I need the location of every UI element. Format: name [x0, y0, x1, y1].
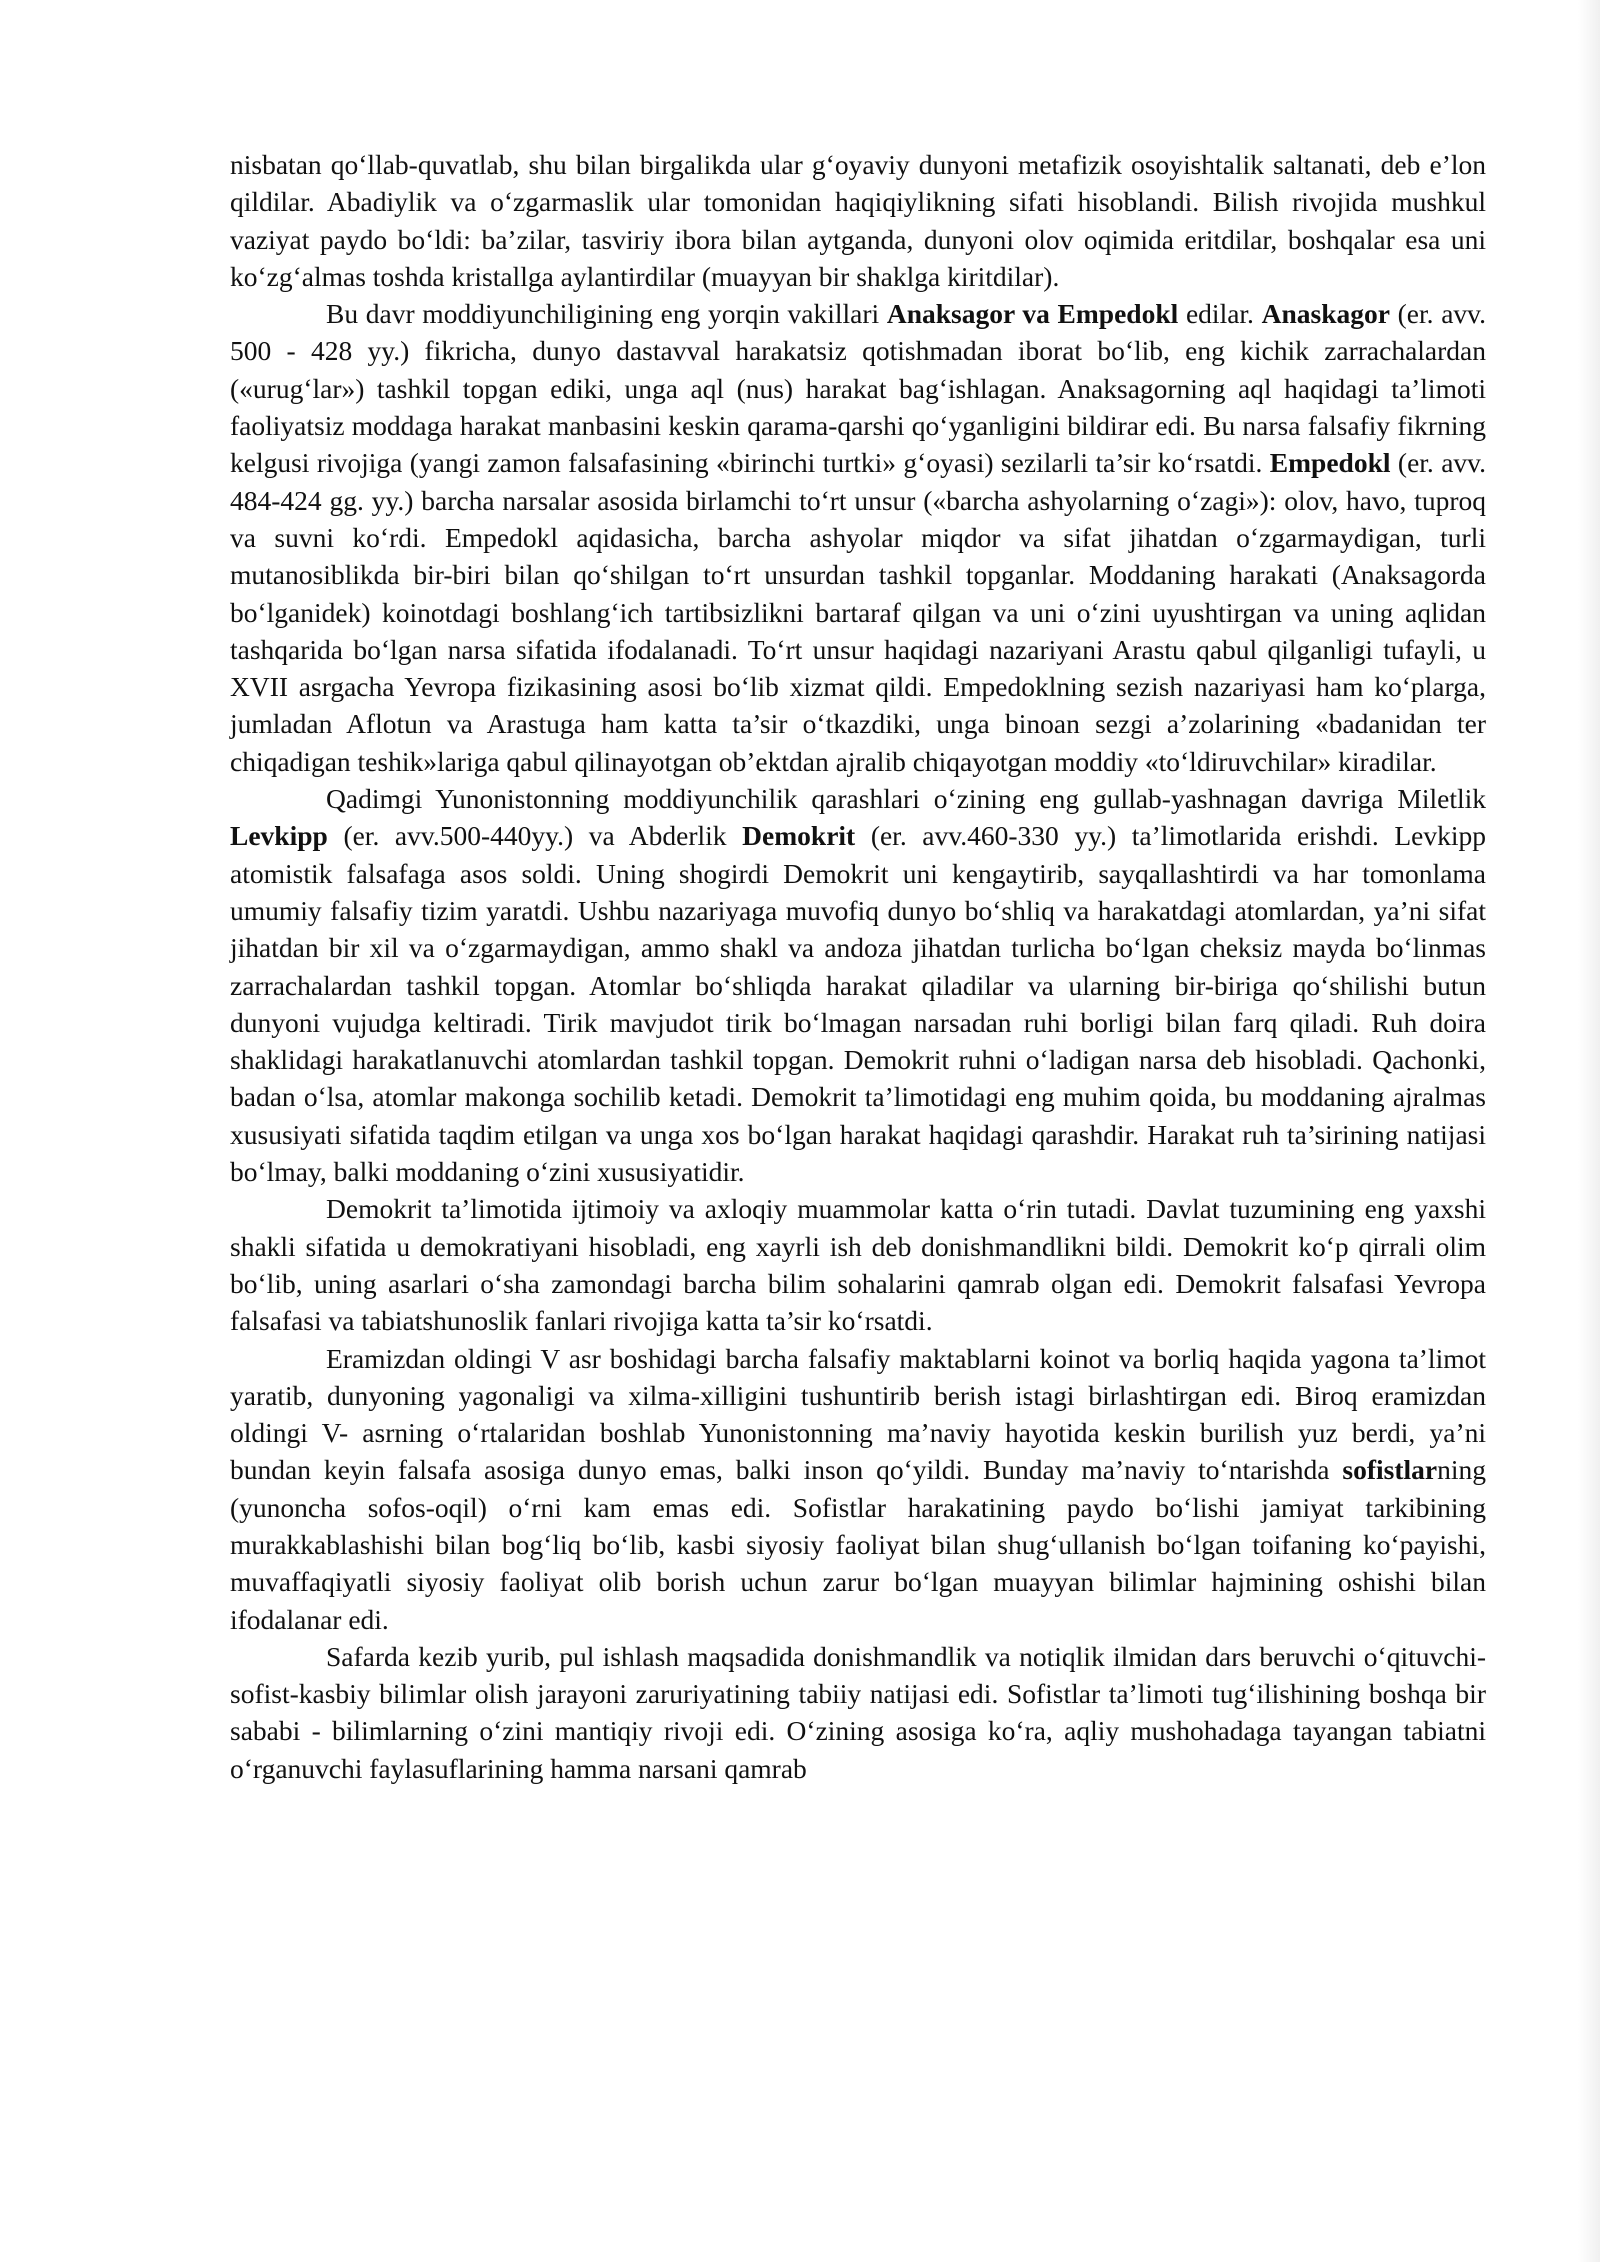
- text-run: Demokrit ta’limotida ijtimoiy va axloqiy muammolar katta o‘rin tutadi. Davlat tuzumining eng yaxshi shakli sifatida u demokratiyani hisobladi, eng xayrli ish deb donishmandlikni bildi. Demokrit ko‘p qirrali olim bo‘lib, uning asarlari o‘sha zamondagi barcha bilim sohalarini qamrab olgan edi. Demokrit falsafasi Yevropa falsafasi va tabiatshunoslik fanlari rivojiga katta ta’sir ko‘rsatdi.: [230, 1193, 1486, 1337]
- bold-term: sofistlar: [1342, 1454, 1438, 1486]
- paragraph-5: [230, 1340, 1486, 1638]
- text-run: (er. avv.460-330 yy.) ta’limotlarida erishdi. Levkipp atomistik falsafaga asos soldi. Uning shogirdi Demokrit uni kengaytirib, sayqallashtirdi va har tomonlama umumiy falsafiy tizim yaratdi. Ushbu nazariyaga muvofiq dunyo bo‘shliq va harakatdagi atomlardan, ya’ni sifat jihatdan bir xil va o‘zgarmaydigan, ammo shakl va andoza jihatdan turlicha bo‘lgan cheksiz mayda bo‘linmas zarrachalardan tashkil topgan. Atomlar bo‘shliqda harakat qiladilar va ularning bir-biriga qo‘shilishi butun dunyoni vujudga keltiradi. Tirik mavjudot tirik bo‘lmagan narsadan ruhi borligi bilan farq qiladi. Ruh doira shaklidagi harakatlanuvchi atomlardan tashkil topgan. Demokrit ruhni o‘ladigan narsa deb hisobladi. Qachonki, badan o‘lsa, atomlar makonga sochilib ketadi. Demokrit ta’limotidagi eng muhim qoida, bu moddaning ajralmas xususiyati sifatida taqdim etilgan va unga xos bo‘lgan harakat haqidagi qarashdir. Harakat ruh ta’sirining natijasi bo‘lmay, balki moddaning o‘zini xususiyatidir.: [230, 820, 1486, 1188]
- bold-term: Levkipp: [230, 820, 328, 852]
- paragraph-4: [230, 1190, 1486, 1339]
- paragraph-6: [230, 1638, 1486, 1787]
- page-edge-shadow: [1578, 0, 1600, 2262]
- text-run: edilar.: [1178, 298, 1262, 330]
- paragraph-3: [230, 780, 1486, 1190]
- text-run: Bu davr moddiyunchiligining eng yorqin vakillari: [326, 298, 887, 330]
- text-run: ning (yunoncha sofos-oqil) o‘rni kam emas edi. Sofistlar harakatining paydo bo‘lishi jamiyat tarkibining murakkablashishi bilan bog‘liq bo‘lib, kasbi siyosiy faoliyat bilan shug‘ullanish bo‘lgan toifaning ko‘payishi, muvaffaqiyatli siyosiy faoliyat olib borish uchun zarur bo‘lgan muayyan bilimlar hajmining oshishi bilan ifodalanar edi.: [230, 1454, 1486, 1635]
- bold-term: Anaksagor va Empedokl: [886, 298, 1179, 330]
- paragraph-2: [230, 295, 1486, 780]
- bold-term: Anaskagor: [1261, 298, 1390, 330]
- text-run: (er. avv. 484-424 gg. yy.) barcha narsalar asosida birlamchi to‘rt unsur («barcha ashyolarning o‘zagi»): olov, havo, tuproq va suvni ko‘rdi. Empedokl aqidasicha, barcha ashyolar miqdor va sifat jihatdan o‘zgarmaydigan, turli mutanosiblikda bir-biri bilan qo‘shilgan to‘rt unsurdan tashkil topganlar. Moddaning harakati (Anaksagorda bo‘lganidek) koinotdagi boshlang‘ich tartibsizlikni bartaraf qilgan va uni o‘zini uyushtirgan va uning aqlidan tashqarida bo‘lgan narsa sifatida ifodalanadi. To‘rt unsur haqidagi nazariyani Arastu qabul qilganligi tufayli, u XVII asrgacha Yevropa fizikasining asosi bo‘lib xizmat qildi. Empedoklning sezish nazariyasi ham ko‘plarga, jumladan Aflotun va Arastuga ham katta ta’sir o‘tkazdiki, unga binoan sezgi a’zolarining «badanidan ter chiqadigan teshik»lariga qabul qilinayotgan ob’ektdan ajralib chiqayotgan moddiy «to‘ldiruvchilar» kiradilar.: [230, 447, 1486, 777]
- document-body: [230, 146, 1486, 1787]
- text-run: nisbatan qo‘llab-quvatlab, shu bilan birgalikda ular g‘oyaviy dunyoni metafizik osoyishtalik saltanati, deb e’lon qildilar. Abadiylik va o‘zgarmaslik ular tomonidan haqiqiylikning sifati hisoblandi. Bilish rivojida mushkul vaziyat paydo bo‘ldi: ba’zilar, tasviriy ibora bilan aytganda, dunyoni olov oqimida eritdilar, boshqalar esa uni ko‘zg‘almas toshda kristallga aylantirdilar (muayyan bir shaklga kiritdilar).: [230, 149, 1486, 292]
- text-run: (er. avv.500-440yy.) va Abderlik: [327, 820, 743, 852]
- bold-term: Empedokl: [1269, 447, 1391, 479]
- bold-term: Demokrit: [742, 820, 856, 852]
- text-run: Qadimgi Yunonistonning moddiyunchilik qarashlari o‘zining eng gullab-yashnagan davriga Miletlik: [326, 783, 1486, 815]
- paragraph-1: [230, 146, 1486, 295]
- text-run: (er. avv. 500 - 428 yy.) fikricha, dunyo dastavval harakatsiz qotishmadan iborat bo‘lib, eng kichik zarrachalardan («urug‘lar») tashkil topgan ediki, unga aql (nus) harakat bag‘ishlagan. Anaksagorning aql haqidagi ta’limoti faoliyatsiz moddaga harakat manbasini keskin qarama-qarshi qo‘yganligini bildirar edi. Bu narsa falsafiy fikrning kelgusi rivojiga (yangi zamon falsafasining «birinchi turtki» g‘oyasi) sezilarli ta’sir ko‘rsatdi.: [230, 298, 1486, 479]
- text-run: Eramizdan oldingi V asr boshidagi barcha falsafiy maktablarni koinot va borliq haqida yagona ta’limot yaratib, dunyoning yagonaligi va xilma-xilligini tushuntirib berish istagi birlashtirgan edi. Biroq eramizdan oldingi V- asrning o‘rtalaridan boshlab Yunonistonning ma’naviy hayotida keskin burilish yuz berdi, ya’ni bundan keyin falsafa asosiga dunyo emas, balki inson qo‘yildi. Bunday ma’naviy to‘ntarishda: [230, 1342, 1486, 1486]
- text-run: Safarda kezib yurib, pul ishlash maqsadida donishmandlik va notiqlik ilmidan dars beruvchi o‘qituvchi-sofist-kasbiy bilimlar olish jarayoni zaruriyatining tabiiy natijasi edi. Sofistlar ta’limoti tug‘ilishining boshqa bir sababi - bilimlarning o‘zini mantiqiy rivoji edi. O‘zining asosiga ko‘ra, aqliy mushohadaga tayangan tabiatni o‘rganuvchi faylasuflarining hamma narsani qamrab: [230, 1640, 1486, 1784]
